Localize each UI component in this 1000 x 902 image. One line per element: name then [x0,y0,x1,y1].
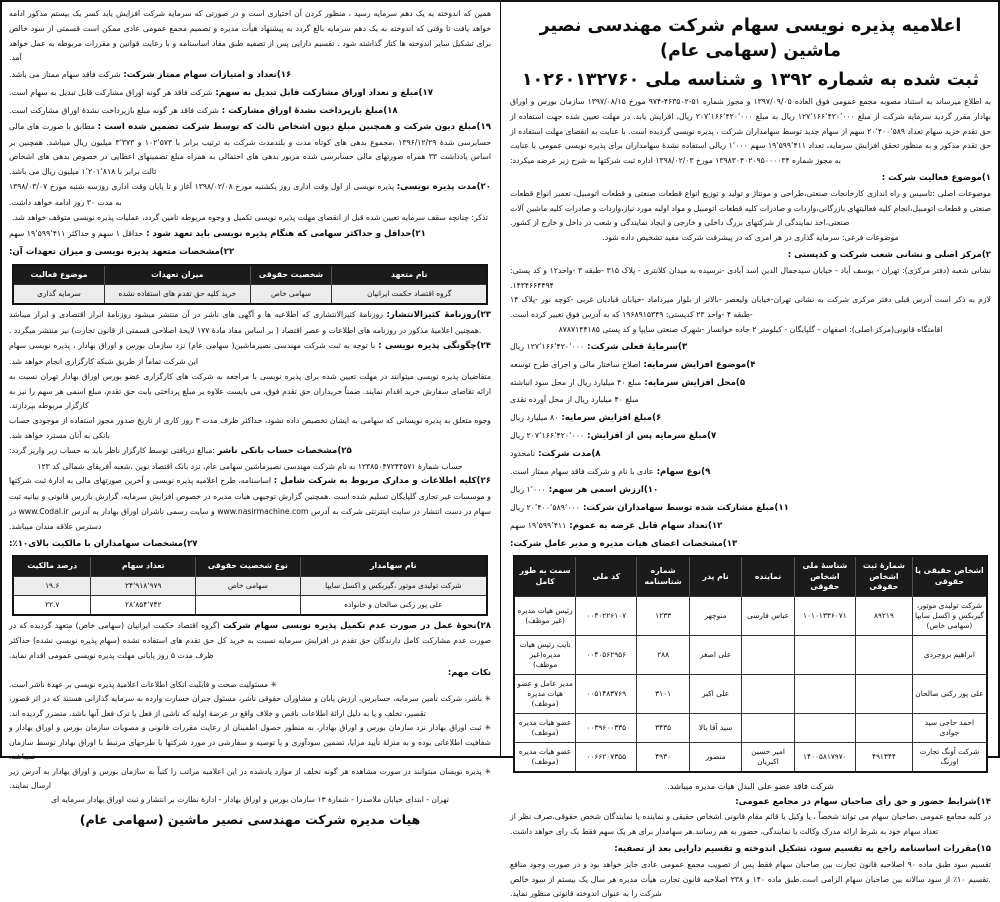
section-20-block [9,180,491,211]
shareholders-table [12,555,488,615]
cell-position: عضو هیات مدیره (موظف) [514,742,576,771]
section-5-title: محل افزایش سرمایه: [644,377,736,388]
col-activity-subject: موضوع فعالیت [13,265,105,285]
board-of-directors-table [513,555,988,772]
cell-id-number: ۴۹۳۰ [637,742,689,771]
section-3-number: ۳) [677,341,688,352]
section-5-value-2: مبلغ ۴۰ میلیارد ریال از محل آورده نقدی [510,395,639,405]
section-9-value: عادی با نام و شرکت فاقد سهام ممتاز است. [510,466,654,476]
section-24-para-2: وجوه متعلق به پذیره نویسانی که سهامی به ایشان تخصیص داده نشود، حداکثر ظرف مدت ۳ روز کاری از تاریخ صدور مجوز استفاده از موجودی حساب بانکی به آنان مسترد خواهد شد. [9,416,491,440]
section-2-number: ۲) [981,249,991,260]
section-4-title: موضوع افزایش سرمایه: [643,359,747,370]
cell-entity: احمد حاجی سید جوادی [912,713,987,742]
note-item [9,692,491,721]
section-13 [510,537,991,553]
section-2-para-3: اقامتگاه قانونی(مرکز اصلی): اصفهان - گلپایگان - کیلومتر ۲ جاده خوانسار -شهرک صنعتی سایپا و کد پستی ۸۷۸۷۱۴۴۱۸۵ [558,324,943,334]
table-row [514,596,987,635]
section-28-number: ۲۸) [476,620,491,631]
section-20-body: پذیره نویسی از اول وقت اداری روز یکشنبه مورخ ۱۳۹۸/۰۲/۰۸ آغاز و تا پایان وقت اداری روزسه شنبه مورخ ۱۳۹۸/۰۳/۰۷ به مدت ۳۰ روز ادامه خواهد داشت. [9,182,395,207]
note-bullet-icon: ✳ [481,723,491,733]
section-22-title: مشخصات متعهد پذیره نویسی و میزان تعهدات آن: [9,247,220,258]
section-4 [510,358,991,374]
note-text: ثبت اوراق بهادار نزد سازمان بورس و اوراق بهادار، به منظور حصول اطمینان از رعایت مقررات قانونی و مصوبات سازمان بورس و اوراق بهادار و شفافیت اطلاعاتی بوده و به منزلۀ تأیید مزایا، تضمین سودآوری و یا توصیه و سفارشی در مورد شرکتها یا طرحهای مرتبط با اوراق بهادار توسط سازمان نمیباشد. [9,723,491,762]
cell-father-name: منوچهر [689,596,741,635]
section-18-number: ۱۸) [383,105,398,116]
section-5-continued [510,393,991,409]
section-3 [510,340,991,356]
section-6-number: ۶) [652,413,662,424]
section-5 [510,376,991,392]
title-line-1: اعلامیه پذیره نویسی سهام شرکت مهندسی نصیر ماشین (سهامی عام) [539,16,962,62]
table-row [514,674,987,713]
note-item-address [9,793,491,807]
section-28-block [9,619,491,664]
section-12-number: ۱۲) [707,520,723,531]
section-15-number: ۱۵) [976,844,991,855]
table-row [13,595,487,614]
cell-ownership-percent: ۲۲.۷ [13,595,91,614]
cell-position: نایب رئیس هیات مدیره(غیر موظف) [514,635,576,674]
section-8-title: مدت شرکت: [538,449,592,460]
cell-position: رئیس هیات مدیره (غیر موظف) [514,596,576,635]
col-underwriter-name: نام متعهد [332,265,487,285]
note-text: پذیره نویسان میتوانند در صورت مشاهده هر گونه تخلف از موارد یادشده در این اعلامیه مراتب را کتباً به سازمان بورس و اوراق بهادار به آدرس زیر ارسال نمایند. [9,766,482,790]
cell-entity: شرکت تولیدی موتور، گیربکس و اکسل سایپا (سهامی خاص) [912,596,987,635]
section-28-title: نحوۀ عمل در صورت عدم تکمیل پذیره نویسی سهام شرکت [222,620,477,631]
section-27-title: مشخصات سهامداران با مالکیت بالای۱۰٪: [9,538,184,549]
section-17-number: ۱۷) [418,88,433,99]
section-3-value: ۱۲۷٬۱۶۶٬۴۲۰٬۰۰۰ ریال [510,341,585,351]
section-2-heading [510,248,991,264]
table-row [514,713,987,742]
note-text: تهران - ابتدای خیابان ملاصدرا - شمارۀ ۱۳ سازمان بورس و اوراق بهادار - ادارۀ نظارت بر انتشار و ثبت اوراق بهادار سرمایه ای [51,795,449,805]
section-21 [9,227,491,243]
section-8 [510,447,991,463]
section-16 [9,68,491,84]
section-22-number: ۲۲) [219,247,235,258]
right-column [500,0,1000,899]
cell-national-code: ۰۰۵۱۴۸۳۷۶۹ [576,674,637,713]
cell-id-number: ۱۲۳۳ [637,596,689,635]
cell-national-code: ۰۰۶۶۲۰۷۳۵۵ [576,742,637,771]
cell-national-code: ۰۰۴۰۲۲۶۱۰۷ [576,596,637,635]
cell-position: عضو هیات مدیره (موظف) [514,713,576,742]
cell-id-number: ۳۴۳۵ [637,713,689,742]
section-15-heading [510,842,991,858]
section-15-para: تقسیم سود طبق ماده ۹۰ اصلاحیه قانون تجارت بین صاحبان سهام فقط پس از تصویب مجمع عمومی عادی جایز خواهد بود و در صورت وجود منافع .تقسیم ۱۰٪ از سود سالانه بین صاحبان سهام الزامی است.طبق ماده ۱۴۰ و ۲۳۸ اصلاحیه قانون تجارت هیأت مدیره هر سال یک بیستم از سود خالص شرکت را به عنوان اندوخته قانونی منظور نماید. [510,859,991,899]
section-27 [9,537,491,553]
section-21-value: حداقل ۱ سهم و حداکثر ۱۹٬۵۹۹٬۴۱۱ سهم [9,229,144,239]
section-24-title: چگونگی پذیره نویسی : [378,341,477,352]
section-20-number: ۲۰) [476,182,492,193]
section-13-number: ۱۳) [722,538,738,549]
section-27-number: ۲۷) [183,538,198,549]
section-26-number: ۲۶) [476,476,491,487]
table-row [514,635,987,674]
section-4-value: اصلاح ساختار مالی و اجرای طرح توسعه [510,359,641,369]
section-18-title: مبلغ بازپرداخت نشدۀ اوراق مشارکت : [221,105,384,116]
section-10 [510,483,991,499]
cell-national-id [794,713,855,742]
section-18-value: شرکت فاقد هر گونه مبلغ بازپرداخت نشدۀ اوراق مشارکت است. [9,105,219,115]
cell-shareholder-name: شرکت تولیدی موتور ،گیربکس و اکسل سایپا [300,576,487,595]
section-1-title: موضوع فعالیت شرکت : [881,172,982,183]
section-3-title: سرمایۀ فعلی شرکت: [587,341,678,352]
section-25-title: مشخصات حساب بانکی ناشر [217,445,338,456]
section-9 [510,465,991,481]
section-13-title: مشخصات اعضای هیات مدیره و مدیر عامل شرکت: [510,538,723,549]
section-23-number: ۲۳) [476,310,491,321]
cell-father-name: سید آقا بالا [689,713,741,742]
table-row [13,285,487,304]
cell-id-number: ۳۱۰۱ [637,674,689,713]
section-11-title: مبلغ مشارکت شده توسط سهامداران شرکت: [582,502,775,513]
cell-shareholder-name: علی پور رکنی صالحان و خانواده [300,595,487,614]
section-18 [9,104,491,120]
col-father-name: نام پدر [689,556,741,596]
section-11-value: ۲۰٬۴۰۰٬۵۸۹٬۰۰۰ ریال [510,502,580,512]
cell-legal-type: سهامی خاص [196,576,301,595]
underwriter-table [12,264,488,305]
important-notes-list [9,678,491,808]
section-12-title: تعداد سهام قابل عرضه به عموم: [569,520,708,531]
section-12-value: ۱۹٬۵۹۹٬۴۱۱ سهم [510,520,567,530]
section-6-title: مبلغ افزایش سرمایه: [561,413,653,424]
section-26-title: کلیه اطلاعات و مدارک مربوط به شرکت شامل : [273,476,477,487]
cell-national-id: ۱۴۰۰۵۸۱۷۹۷۰ [794,742,855,771]
section-6-value: ۸۰ میلیارد ریال [510,413,559,423]
col-commitment-amount: میزان تعهدات [105,265,251,285]
section-17-value: شرکت فاقد هر گونه اوراق مشارکت قابل تبدیل به سهام است. [9,88,213,98]
section-14-para: در کلیه مجامع عمومی ،صاحبان سهام می تواند شخصاً ، یا وکیل یا قائم مقام قانونی اشخاص حقیقی و نماینده یا نمایندگان شخص حقوقی،صرف نظر از تعداد سهام خود به شرط ارائه مدرک وکالت یا نمایندگی، حضور به هم رسانند.هر سهامدار برای هر یک سهم فقط یک رای خواهد داشت. [510,812,991,837]
cell-id-number: ۲۸۸ [637,635,689,674]
table-header-row [13,265,487,285]
document-title [510,14,991,93]
section-11 [510,501,991,517]
cell-entity: ابراهیم بروجردی [912,635,987,674]
note-text: ناشر، شرکت تأمین سرمایه، حسابرس، ارزش یابان و مشاوران حقوقی ناشر، مسئول جبران خسارت وارده به سرمایه گذارانی هستند که در اثر قصور، تقصیر، تخلف و یا به دلیل ارائۀ اطلاعات ناقص و خلاف واقع در عرضۀ اولیه که ناشی از فعل یا ترک فعل آنها باشد، متضرر گردیده اند. [9,694,483,718]
section-7-number: ۷) [707,431,717,442]
board-table-note: شرکت فاقد عضو علی البدل هیات مدیره میباشد. [667,780,834,791]
cell-commitment-amount: خرید کلیه حق تقدم های استفاده نشده [105,285,251,304]
underwriter-table-wrapper [9,261,491,308]
cell-entity: علی پور رکنی صالحان [912,674,987,713]
note-bullet-icon: ✳ [482,694,492,704]
footer-signature: هیات مدیره شرکت مهندسی نصیر ماشین (سهامی عام) [79,811,421,827]
section-16-title: تعداد و امتیازات سهام ممتاز شرکت: [123,70,277,81]
section-10-value: ۱٬۰۰۰ ریال [510,484,546,494]
section-24-para-1: متقاضیان پذیره نویسی میتوانند در مهلت تعیین شده برای پذیره نویسی با مراجعه به شرکت های کارگزاری عضو بورس اوراق بهادار تهران نسبت به ارائه تقاضای سفارش خرید اقدام نمایند. ضمناً خریداران حق تقدم فوق، می بایست علاوه بر مبلغ پرداختی بابت حق تقدم، مبلغ اسمی هر سهم را نیز به کارگزار مربوطه بپردازند. [9,371,491,411]
section-9-title: نوع سهام: [656,466,702,477]
section-1-heading [510,171,991,187]
section-24-body: با توجه به ثبت شرکت مهندسی نصیرماشین( سهامی عام) نزد سازمان بورس و اوراق بهادار ، پذیره نویسی سهام این شرکت تماماً از طریق شبکه کارگزاری انجام خواهد شد. [9,341,376,366]
section-2-title: مرکز اصلی و نشانی شعب شرکت و کدپستی : [787,249,982,260]
cell-activity-subject: سرمایه گذاری [13,285,105,304]
cell-national-id [794,674,855,713]
section-26-body: اساسنامه، طرح اعلامیه پذیره نویسی و آخرین صورتهای مالی به ادارۀ ثبت شرکتها و موسسات غیر تجاری گلپایگان تسلیم شده است .همچنین گزارش توجیهی هیات مدیره در خصوص افزایش سرمایه، گزارش بازرس قانونی و بیانیه ثبت سهام در دست انتشار در سایت اینترنتی شرکت به آدرس www.nasirmachine.com و سایت رسمی ناشران اوراق بهادار به آدرس www.Codal.ir در دسترس علاقه مندان میباشد. [9,476,491,531]
cell-registration-number [855,713,912,742]
cell-national-id: ۱۰۱۰۱۳۳۶۰۷۱ [794,596,855,635]
section-14-number: ۱۴) [976,796,991,807]
intro-paragraph: به اطلاع میرساند به استناد مصوبه مجمع عمومی فوق العاده ۱۳۹۷/۰۹/۰۵ و مجوز شماره ۵۱-۴۶۳۵۰۲-۹۷۴ مورخ ۱۳۹۷/۰۸/۱۵ سازمان بورس و اوراق بهادار مقرر گردید سرمایه شرکت از مبلغ ۱۲۷٬۱۶۶٬۴۲۰٬۰۰۰ ریال به مبلغ ۲۰۷٬۱۶۶٬۴۲۰٬۰۰۰ ریال، افزایش یابد. در مهلت تعیین شده جهت استفاده از حق تقدم خرید سهام تعداد ۲۰٬۴۰۰٬۵۸۹ سهم از سهام جدید توسط سهامداران شرکت ، پذیره نویسی گردیده است. با عنایت به انقضای مهلت استفاده از حق تقدم مذکور و به منظور تحقق افزایش سرمایه، تعداد ۱۹٬۵۹۹٬۴۱۱ سهم ۱٬۰۰۰ ریالی استفاده نشدۀ سهامداران برای پذیره نویسی عمومی با عنایت به مجوز شماره ۱۳۹۸۳۰۴۰۲۰۹۵۰۰۰۰۳۴ مورخ ۱۳۹۸/۰۲/۰۳ اداره ثبت شرکتها به شرح زیر عرضه میکردد: [510,97,992,166]
section-2-para-2: لازم به ذکر است آدرس قبلی دفتر مرکزی شرکت به نشانی تهران-خیابان ولیعصر -بالاتر از بلوار میرداماد -خیابان قبادیان غربی -کوچه نور -پلاک ۱۴ -طبقه ۴ -واحد ۲۳ کدپستی: ۱۹۶۸۹۱۵۳۴۹ که به آدرس فوق تغییر کرده است. [510,295,991,320]
section-22 [9,245,491,261]
continuation-paragraph: همین که اندوخته به یک دهم سرمایه رسید ، منظور کردن آن اختیاری است و در صورتی که سرمایه شرکت افزایش یابد کسر یک بیستم مذکور ادامه خواهد یافت تا وقتی که اندوخته به یک دهم سرمایه بالغ گردد به پیشنهاد هیأت مدیره و تصمیم مجمع عمومی عادی ممکن است قسمتی از سود خالص برای تشکیل سایر اندوخته ها کنار گذاشته شود . تقسیم دارایی پس از تصفیه طبق مفاد اساسنامه و با رعایت قوانین و مقررات مربوطه به عمل خواهد آمد. [9,9,491,63]
section-19-title: مبلغ دیون شرکت و همچنین مبلغ دیون اشخاص ثالث که توسط شرکت تضمین شده است : [97,121,477,132]
col-legal-personality: شخصیت حقوقی [250,265,332,285]
cell-national-code: ۰۰۴۰۵۶۲۹۵۶ [576,635,637,674]
section-14-title: شرایط حضور و حق رأی صاحبان سهام در مجامع عمومی: [735,796,977,807]
cell-national-id [794,635,855,674]
cell-father-name: علی اصغر [689,635,741,674]
col-national-code: کد ملی [576,556,637,596]
section-1-number: ۱) [981,172,991,183]
section-23-title: روزنامۀ کثیرالانتشار: [386,310,477,321]
col-shareholder-name: نام سهامدار [300,556,487,576]
important-notes-heading: نکات مهم: [447,666,491,677]
note-bullet-icon: ✳ [268,679,277,689]
col-registration-number: شمارۀ ثبت اشخاص حقوقی [855,556,912,596]
cell-registration-number [855,635,912,674]
cell-position: مدیر عامل و عضو هیات مدیره (موظف) [514,674,576,713]
cell-representative [742,713,794,742]
section-24-number: ۲۴) [476,341,491,352]
section-23-body: روزنامۀ کثیرالانتشاری که اطلاعیه ها و آگهی های ناشر در آن منتشر میشود روزنامۀ ابرار اقتصادی و ابرار میباشد .همچنین اعلامیۀ مذکور در روزنامه های اطلاعات و عصر اقتصاد ( بر اساس مفاد مادۀ ۱۷۷ لایحۀ اصلاحی قسمتی از قانون تجارت) نیز منتشر میگردد . [9,310,482,336]
cell-representative [742,674,794,713]
section-4-number: ۴) [746,359,756,370]
note-text: مسئولیت صحت و قابلیت اتکای اطلاعات اعلامیۀ پذیره نویسی بر عهدۀ ناشر است. [9,679,269,689]
note-item [9,678,491,692]
col-id-number: شماره شناسنامه [637,556,689,596]
cell-share-count: ۲۴٬۹۱۸٬۹۷۹ [91,576,196,595]
col-ownership-percent: درصد مالکیت [13,556,91,576]
note-item [9,721,491,764]
section-24-block [9,339,491,370]
cell-representative [742,635,794,674]
section-15-title: مقررات اساسنامه راجع به تقسیم سود، تشکیل اندوخته و تقسیم دارایی بعد از تصفیه: [614,844,977,855]
section-21-title: حداقل و حداکثر سهامی که هنگام پذیره نویسی باید تعهد شود : [146,229,412,240]
section-25-block [9,444,491,460]
cell-registration-number: ۸۹۲۱۹ [855,596,912,635]
section-19-body: مطابق با صورت های مالی حسابرسی شدۀ ۱۳۹۶/۱۲/۲۹ ،مجموع بدهی های کوتاه مدت و بلندمدت شرکت به ترتیب برابر با ۱۰۲٬۵۷۳ و ۳٬۳۷۳ میلیون ریال میباشد. همچنین بر اساس یادداشت ۳۳ همراه صورتهای مالی حسابرسی شده مزبور بدهی های احتمالی به همراه مبلغ تضمینهای اعطایی در خصوص بدهی های اشخاص ثالث برابر با ۱٬۲۰۱٬۸۱۸ میلیون ریال می باشد. [9,121,491,177]
col-representative: نماینده [742,556,794,596]
note-item [9,765,491,794]
section-19-block [9,120,491,180]
section-23-block [9,308,491,339]
cell-registration-number [855,674,912,713]
section-20-note: تذکر: چنانچه سقف سرمایه تعیین شده قبل از انقضای مهلت پذیره نویسی تکمیل و وجوه مربوطه تامین گردد، عملیات پذیره نویسی متوقف خواهد شد. [11,212,489,222]
cell-legal-personality: سهامی خاص [250,285,332,304]
section-17-title: مبلغ و نعداد اوراق مشارکت قابل تبدیل به سهم: [215,88,419,99]
section-1-para-1: موضوعات اصلی :تاسیس و راه اندازی کارخانجات صنعتی،طراحی و مونتاژ و تولید و توزیع انواع قطعات صنعتی و قطعات اتومبیل، تعمیر انواع قطعات صنعتی و قطعات اتومبیل،انجام کلیه فعالیتهای بازرگانی،واردات و صادرات کلیه قطعات اتومبیل و مواد اولیه مورد نیاز،واردات و صادرات کلیه ماشین آلات صنعتی،اخذ نمایندگی از شرکتهای بزرگ داخلی و خارجی و ایجاد نمایندگی و شعب در داخل و خارج از کشور. [510,188,991,228]
section-10-title: ارزش اسمی هر سهم: [548,484,644,495]
section-6 [510,411,991,427]
cell-father-name: علی اکبر [689,674,741,713]
section-28-body: (گروه اقتصاد حکمت ایرانیان (سهامی خاص) متعهد گردیده که در صورت عدم مشارکت کامل دارندگان حق تقدم در افزایش سرمایه نسبت به خرید کل حق تقدم های استفاده نشده (سهام پذیره نویسی نشده) حداکثر ظرف مدت ۵ روز پایانی مهلت پذیره نویسی عمومی اقدام نماید. [9,620,491,661]
cell-national-code: ۰۰۳۹۶۰۰۳۳۵ [576,713,637,742]
col-national-id: شناسۀ ملی اشخاص حقوقی [794,556,855,596]
section-10-number: ۱۰) [643,484,659,495]
section-5-value: مبلغ ۴۰ میلیارد ریال از محل سود انباشته [510,377,642,387]
section-8-value: نامحدود [510,449,536,459]
note-bullet-icon: ✳ [481,766,491,776]
section-14-heading [510,795,991,811]
col-position: سمت به طور کامل [514,556,576,596]
cell-entity: شرکت آونگ تجارت اورنگ [912,742,987,771]
section-16-value: شرکت فاقد سهام ممتاز می باشد. [9,70,121,80]
left-column [0,0,500,827]
section-20-title: مدت پذیره نویسی: [396,182,477,193]
table-header-row [13,556,487,576]
section-21-number: ۲۱) [411,229,426,240]
col-share-count: تعداد سهام [91,556,196,576]
cell-father-name: منصور [689,742,741,771]
section-7-value: ۲۰۷٬۱۶۶٬۴۲۰٬۰۰۰ ریال [510,431,585,441]
table-row [13,576,487,595]
section-17 [9,86,491,102]
section-5-number: ۵) [735,377,746,388]
section-11-number: ۱۱) [774,502,789,513]
section-9-number: ۹) [701,466,711,477]
table-header-row [514,556,987,596]
section-25-account: حساب شمارۀ ۱۲۳۸۵۰۴۷۲۴۴۵۷۱ به نام شرکت مهندسی نصیرماشین سهامی عام، نزد بانک اقتصاد نوین ،شعبه آفریقای شمالی کد ۱۲۳ [37,461,463,471]
section-25-number: ۲۵) [337,445,352,456]
cell-underwriter-name: گروه اقتصاد حکمت ایرانیان [332,285,487,304]
cell-ownership-percent: ۱۹.۶ [13,576,91,595]
title-line-2: ثبت شده به شماره ۱۳۹۲ و شناسه ملی ۱۰۲۶۰۱۳۲۷۶۰ [521,69,980,90]
cell-legal-type [196,595,301,614]
cell-representative: عباس فارسی [742,596,794,635]
shareholders-table-wrapper [9,552,491,618]
section-7 [510,429,991,445]
section-16-number: ۱۶) [276,70,292,81]
cell-registration-number: ۴۹۱۳۴۴ [855,742,912,771]
section-1-para-2: موضوعات فرعی: سرمایه گذاری در هر امری که در پیشرفت شرکت مفید تشخیص داده شود. [602,233,899,243]
table-row [514,742,987,771]
board-table-wrapper [510,552,991,775]
section-25-body: :مبالغ دریافتی توسط کارگزار ناظر باید به حساب زیر واریز گردد: [9,445,215,455]
section-7-title: مبلغ سرمایه پس از افزایش: [587,431,708,442]
cell-representative: امیر حسین اکبریان [742,742,794,771]
section-8-number: ۸) [591,449,601,460]
cell-share-count: ۲۸٬۸۵۴٬۷۴۲ [91,595,196,614]
col-entity: اشخاص حقیقی یا حقوقی [912,556,987,596]
section-26-block [9,474,491,534]
section-19-number: ۱۹) [476,121,491,132]
section-2-para-1: نشانی شعبه (دفتر مرکزی): تهران - یوسف آباد - خیابان سیدجمال الدین اسد آبادی -نرسیده به میدان کلانتری - پلاک ۳۱۵ -طبقه ۳ -واحد۱۲ و کد پستی: ۱۴۳۴۶۶۴۴۹۴. [510,265,991,290]
section-12 [510,519,991,535]
col-legal-type: نوع شخصیت حقوقی [196,556,301,576]
